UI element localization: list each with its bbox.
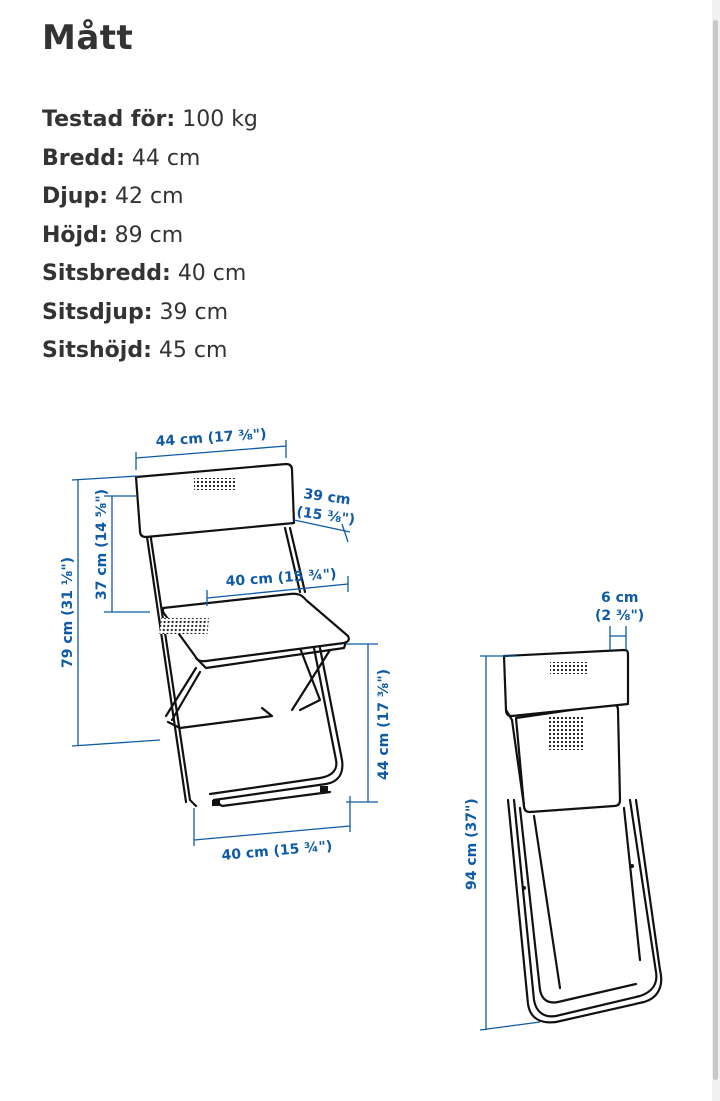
scrollbar[interactable] <box>712 0 720 1101</box>
spec-value: 44 cm <box>131 145 201 171</box>
scrollbar-thumb[interactable] <box>713 20 718 1080</box>
dim-open-back-height: 37 cm (14 ⅝") <box>94 488 110 600</box>
spec-label: Djup: <box>42 184 109 209</box>
dim-open-seat-height: 44 cm (17 ⅜") <box>376 668 392 780</box>
spec-value: 100 kg <box>182 107 258 132</box>
spec-label: Sitsbredd: <box>42 261 171 286</box>
spec-value: 39 cm <box>159 299 229 325</box>
dim-folded-thickness-line1: 6 cm <box>601 590 639 606</box>
spec-value: 89 cm <box>114 222 184 248</box>
spec-label: Bredd: <box>42 145 125 171</box>
folded-chair-illustration <box>504 650 661 1022</box>
dim-open-width-top: 44 cm (17 ⅜") <box>155 426 268 450</box>
spec-value: 42 cm <box>115 184 184 209</box>
spec-value: 40 cm <box>177 261 247 286</box>
spec-label: Höjd: <box>42 222 108 248</box>
spec-value: 45 cm <box>158 338 228 363</box>
dim-open-base-width: 40 cm (15 ¾") <box>220 838 333 864</box>
dim-folded-thickness-line2: (2 ⅜") <box>595 608 645 624</box>
page-title: Mått <box>42 18 134 58</box>
spec-label: Sitshöjd: <box>42 338 152 363</box>
dim-folded-height: 94 cm (37") <box>464 798 480 890</box>
spec-label: Sitsdjup: <box>42 299 153 325</box>
dim-open-depth-line1: 39 cm <box>302 486 352 509</box>
spec-label: Testad för: <box>42 107 176 132</box>
dim-open-depth-line2: (15 ⅜") <box>295 504 357 529</box>
dim-open-total-height: 79 cm (31 ⅛") <box>60 556 76 668</box>
dim-open-seat-width: 40 cm (15 ¾") <box>225 566 338 590</box>
